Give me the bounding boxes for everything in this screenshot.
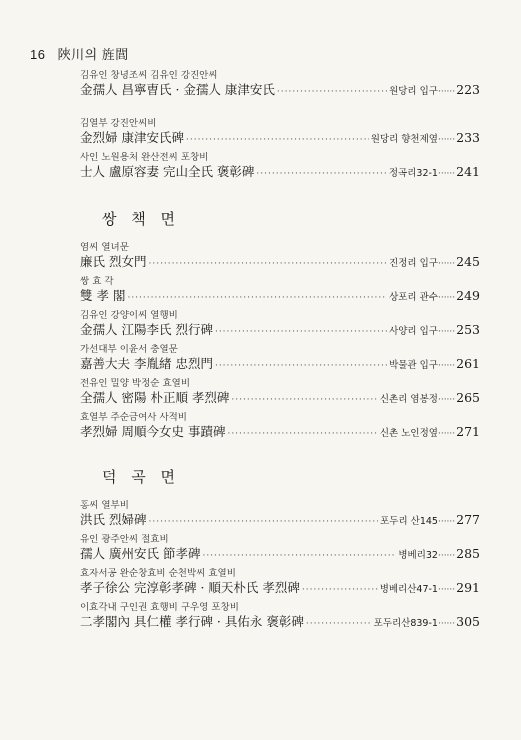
entry-location: 원당리 향천제옆: [370, 134, 438, 145]
entry-page: 291: [456, 580, 480, 595]
leader-dots: ······: [437, 293, 456, 303]
entry-hanja: 二孝閣內 具仁權 孝行碑 · 具佑永 褒彰碑: [80, 614, 304, 629]
entry-location: 신촌 노인정옆: [379, 428, 438, 439]
leader-dots: ······: [437, 585, 456, 595]
entry-hanja: 嘉善大夫 李胤緖 忠烈門: [80, 356, 213, 371]
toc-entry: [80, 344, 480, 372]
toc-entry: [80, 242, 480, 270]
toc-entry: [80, 276, 480, 304]
entry-location: 상포리 관수: [389, 292, 438, 303]
entry-hangul: 효자서공 완순창효비 순천박씨 효열비: [80, 568, 236, 579]
leader-dots: [148, 514, 378, 530]
leader-dots: ······: [437, 135, 456, 145]
entry-hanja: 士人 盧原容妻 完山全氏 褒彰碑: [80, 164, 255, 179]
entry-page: 277: [456, 512, 480, 527]
entry-page: 285: [456, 546, 480, 561]
entry-hanja: 金孺人 昌寧曺氏 · 金孺人 康津安氏: [80, 82, 275, 97]
entry-location: 병베리32: [398, 550, 438, 561]
toc-entry: [80, 310, 480, 338]
entry-hangul: 김유인 창녕조씨 김유인 강진안씨: [80, 70, 218, 81]
section-title: 쌍 책 면: [102, 210, 181, 228]
leader-dots: ······: [437, 87, 456, 97]
entry-hangul: 김유인 강양이씨 열행비: [80, 310, 178, 321]
leader-dots: [215, 324, 387, 340]
entry-hanja: 孺人 廣州安氏 節孝碑: [80, 546, 201, 561]
leader-dots: ······: [437, 327, 456, 337]
entry-page: 305: [456, 614, 480, 629]
entry-hangul: 사인 노원용처 완산전씨 포창비: [80, 152, 209, 163]
leader-dots: [231, 392, 377, 408]
leader-dots: [256, 166, 386, 182]
leader-dots: ······: [437, 259, 456, 269]
leader-dots: [306, 616, 372, 632]
page-header: [30, 44, 129, 63]
leader-dots: [215, 358, 387, 374]
leader-dots: [127, 290, 387, 306]
entry-location: 포두리산839-1: [373, 618, 438, 629]
entry-hangul: 염씨 열녀문: [80, 242, 129, 253]
entry-location: 병베리산47-1: [379, 584, 438, 595]
toc-entry: [80, 602, 480, 630]
entry-hanja: 雙 孝 閣: [80, 288, 126, 303]
toc-entry: [80, 378, 480, 406]
leader-dots: [302, 582, 378, 598]
entry-page: 245: [456, 254, 480, 269]
entry-page: 271: [456, 424, 480, 439]
entry-location: 포두리 산145: [380, 516, 438, 527]
entry-location: 원당리 입구: [389, 86, 438, 97]
leader-dots: [277, 84, 387, 100]
leader-dots: [202, 548, 396, 564]
entry-page: 261: [456, 356, 480, 371]
entry-hanja: 孝烈婦 周順今女史 事蹟碑: [80, 424, 226, 439]
entry-location: 진정리 입구: [389, 258, 438, 269]
entry-page: 265: [456, 390, 480, 405]
toc-entry: [80, 152, 480, 180]
entry-location: 박물관 입구: [389, 360, 438, 371]
entry-hanja: 金烈婦 康津安氏碑: [80, 130, 184, 145]
leader-dots: ······: [437, 551, 456, 561]
entry-page: 233: [456, 130, 480, 145]
entry-page: 253: [456, 322, 480, 337]
section-title: 덕 곡 면: [102, 468, 181, 486]
entry-location: 신촌리 염봉정: [379, 394, 438, 405]
leader-dots: ······: [437, 361, 456, 371]
leader-dots: [227, 426, 377, 442]
page-number: 16: [30, 47, 46, 62]
toc-entry: [80, 118, 480, 146]
toc-entry: [80, 412, 480, 440]
toc-entry: [80, 534, 480, 562]
leader-dots: ······: [437, 619, 456, 629]
entry-page: 249: [456, 288, 480, 303]
entry-hanja: 金孺人 江陽李氏 烈行碑: [80, 322, 213, 337]
entry-hangul: 김열부 강진안씨비: [80, 118, 157, 129]
entry-hangul: 홍씨 열부비: [80, 500, 129, 511]
entry-hanja: 廉氏 烈女門: [80, 254, 147, 269]
entry-location: 사양리 입구: [389, 326, 438, 337]
leader-dots: ······: [437, 169, 456, 179]
entry-hangul: 쌍 효 각: [80, 276, 114, 287]
entry-hanja: 洪氏 烈婦碑: [80, 512, 147, 527]
entry-hangul: 유인 광주안씨 절효비: [80, 534, 169, 545]
toc-entry: [80, 70, 480, 98]
leader-dots: [186, 132, 369, 148]
entry-hangul: 이효각내 구인권 효행비 구우영 포창비: [80, 602, 239, 613]
leader-dots: [148, 256, 387, 272]
entry-hangul: 효열부 주순금여사 사적비: [80, 412, 187, 423]
toc-entry: [80, 568, 480, 596]
leader-dots: ······: [437, 395, 456, 405]
entry-hanja: 全孺人 密陽 朴正順 孝烈碑: [80, 390, 230, 405]
entry-hanja: 孝子徐公 完淳彰孝碑 · 順天朴氏 孝烈碑: [80, 580, 300, 595]
entry-page: 223: [456, 82, 480, 97]
leader-dots: ······: [437, 517, 456, 527]
book-title: 陜川의 旌閭: [57, 47, 129, 62]
entry-hangul: 가선대부 이윤서 충열문: [80, 344, 178, 355]
entry-hangul: 전유인 밀양 박정순 효열비: [80, 378, 191, 389]
entry-page: 241: [456, 164, 480, 179]
toc-entry: [80, 500, 480, 528]
leader-dots: ······: [437, 429, 456, 439]
entry-location: 정곡리32-1: [388, 168, 438, 179]
